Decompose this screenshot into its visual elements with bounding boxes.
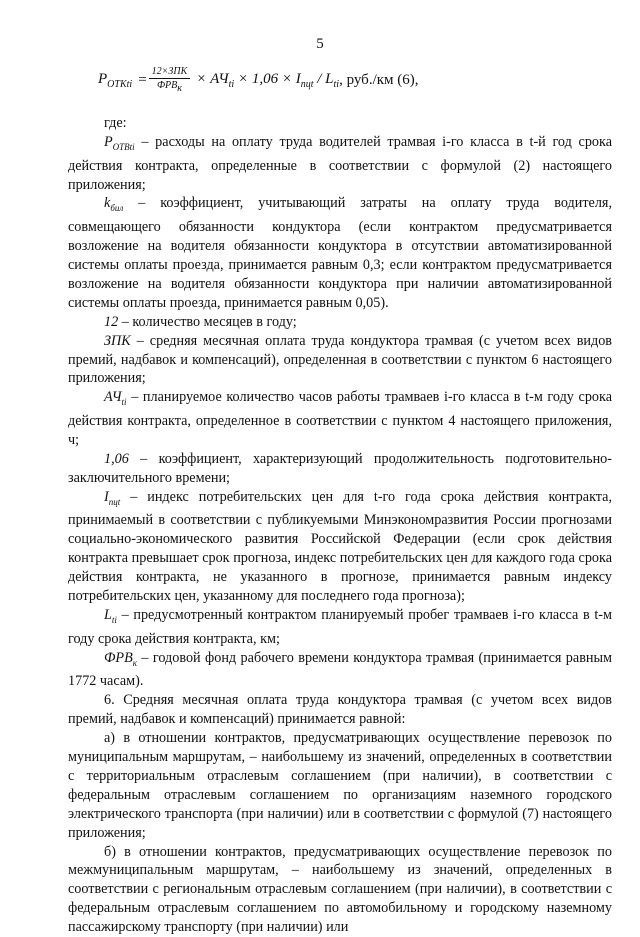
- formula-fraction: [149, 66, 191, 94]
- paragraph: [68, 729, 612, 842]
- term-symbol: $P_{OTBti}$: [104, 134, 135, 150]
- formula-tail: , руб./км (6),: [339, 72, 418, 89]
- paragraph-text: – предусмотренный контрактом планируемый пробег трамваев i-го класса в t-м году срока действия контракта, км;: [68, 607, 612, 647]
- paragraph: [68, 691, 612, 729]
- formula-numerator: 12×ЗПК: [149, 66, 191, 79]
- paragraph-text: б) в отношении контрактов, предусматривающих осуществление перевозок по межмуниципальным маршрутам, – наибольшему из значений, определенных в соответствии с региональным отраслевым соглашением (при наличии), в соответствии с федеральным отраслевым соглашением по автомобильному и городскому наземному пассажирскому транспорту (при наличии) или: [68, 844, 612, 936]
- paragraph-text: – годовой фонд рабочего времени кондуктора трамвая (принимается равным 1772 часам).: [68, 650, 612, 690]
- document-body: [68, 114, 612, 937]
- paragraph-text: – индекс потребительских цен для t-го года срока действия контракта, принимаемый в соответствии с публикуемыми Минэкономразвития России прогнозами социально-экономического развития Российской Федерации (если срок действия контракта превышает срок прогноза, индекс потребительских цен для каждого года срока действия контракта, не указанного в прогнозе, принимается равным индексу потребительских цен, указанному для последнего года прогноза);: [68, 489, 612, 604]
- paragraph: [68, 313, 612, 332]
- term-symbol: $L_{ti}$: [104, 607, 117, 623]
- term-symbol: $ФРВ_к$: [104, 650, 137, 666]
- paragraph: [68, 388, 612, 450]
- formula-denominator: $ФРВ_к$: [154, 79, 185, 94]
- paragraph-text: – расходы на оплату труда водителей трамвая i-го класса в t-й год срока действия контракта, определенные в соответствии с формулой (2) настоящего приложения;: [68, 134, 612, 193]
- term-symbol: 1,06: [104, 451, 129, 467]
- paragraph: [68, 450, 612, 488]
- paragraph: [68, 332, 612, 389]
- formula-equals: =: [138, 72, 146, 89]
- paragraph-text: а) в отношении контрактов, предусматривающих осуществление перевозок по муниципальным маршрутам, – наибольшему из значений, определенных в соответствии с территориальным отраслевым соглашением (при наличии), в соответствии с федеральным отраслевым соглашением по организациям наземного городского электрического транспорта (при наличии) или в соответствии с формулой (7) настоящего приложения;: [68, 730, 612, 841]
- paragraph-text: – средняя месячная оплата труда кондуктора трамвая (с учетом всех видов премий, надбавок и компенсаций), определенная в соответствии с пунктом 6 настоящего приложения;: [68, 333, 612, 387]
- paragraph: [68, 488, 612, 606]
- term-symbol: $АЧ_{ti}$: [104, 389, 127, 405]
- paragraph-text: 6. Средняя месячная оплата труда кондуктора трамвая (с учетом всех видов премий, надбавок и компенсаций) принимается равной:: [68, 692, 612, 727]
- page-number: 5: [0, 36, 640, 53]
- paragraph: [68, 843, 612, 937]
- paragraph: [68, 649, 612, 692]
- term-symbol: 12: [104, 314, 118, 330]
- paragraph: [68, 133, 612, 195]
- formula-6: [98, 66, 419, 94]
- paragraph-text: – количество месяцев в году;: [118, 314, 297, 330]
- paragraph: [68, 606, 612, 649]
- paragraph-text: – коэффициент, характеризующий продолжительность подготовительно-заключительного времени;: [68, 451, 612, 486]
- paragraph: [68, 194, 612, 312]
- formula-rhs: × $АЧ_{ti} \times 1,06 \times I_{пцt} / L_{ti}$: [196, 71, 339, 90]
- paragraph-text: где:: [104, 115, 127, 131]
- formula-lhs: $P_{OTKti}$: [98, 71, 132, 90]
- term-symbol: $I_{пцt}$: [104, 489, 120, 505]
- term-symbol: $k_{бил}$: [104, 195, 123, 211]
- paragraph-text: – планируемое количество часов работы трамваев i-го класса в t-м году срока действия контракта, определенное в соответствии с пунктом 4 настоящего приложения, ч;: [68, 389, 612, 448]
- term-symbol: ЗПК: [104, 333, 131, 349]
- paragraph-where: [68, 114, 612, 133]
- paragraph-text: – коэффициент, учитывающий затраты на оплату труда водителя, совмещающего обязанности кондуктора (если контрактом предусматривается возложение на водителя обязанности кондуктора в отсутствии автоматизированной системы оплаты проезда, принимается равным 0,3; если контрактом предусматривается возложение на водителя обязанности кондуктора при наличии автоматизированной системы оплаты проезда, принимается равным 0,05).: [68, 195, 612, 310]
